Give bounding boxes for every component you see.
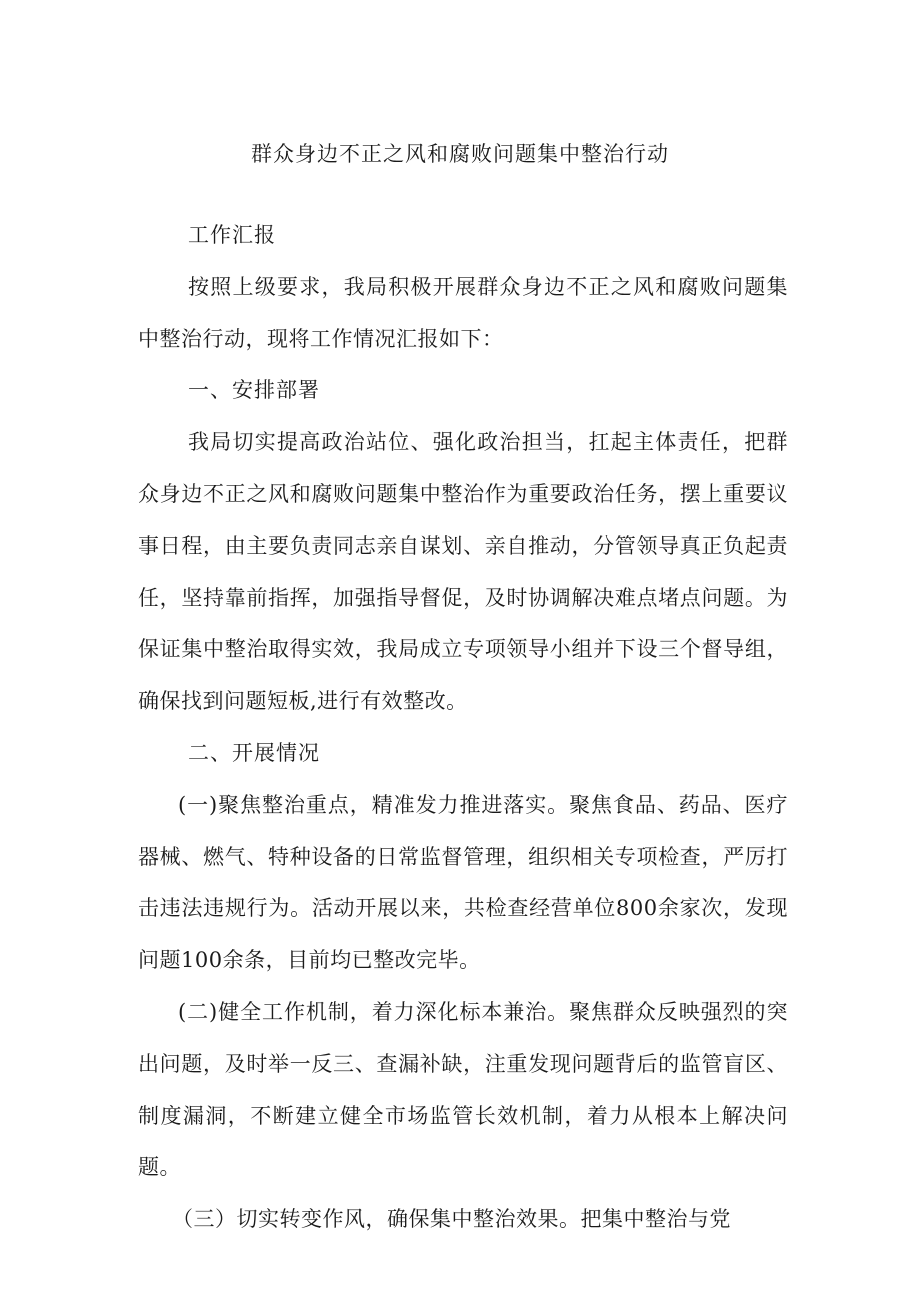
report-label: 工作汇报 (188, 223, 276, 247)
section-heading-progress: 二、开展情况 (188, 740, 320, 765)
document-title: 群众身边不正之风和腐败问题集中整治行动 (251, 142, 669, 166)
intro-paragraph: 按照上级要求，我局积极开展群众身边不正之风和腐败问题集中整治行动，现将工作情况汇报如下： (138, 274, 788, 351)
section-heading-arrangement: 一、安排部署 (188, 378, 320, 403)
arrangement-paragraph: 我局切实提高政治站位、强化政治担当，扛起主体责任，把群众身边不正之风和腐败问题集中整治作为重要政治任务，摆上重要议事日程，由主要负责同志亲自谋划、亲自推动，分管领导真正负起责任，坚持靠前指挥，加强指导督促，及时协调解决难点堵点问题。为保证集中整治取得实效，我局成立专项领导小组并下设三个督导组，确保找到问题短板,进行有效整改。 (138, 430, 788, 714)
document-body (138, 210, 788, 1246)
progress-item-2: (二)健全工作机制，着力深化标本兼治。聚焦群众反映强烈的突出问题，及时举一反三、查漏补缺，注重发现问题背后的监管盲区、制度漏洞，不断建立健全市场监管长效机制，着力从根本上解决问题。 (138, 999, 788, 1180)
progress-item-1: (一)聚焦整治重点，精准发力推进落实。聚焦食品、药品、医疗器械、燃气、特种设备的日常监督管理，组织相关专项检查，严厉打击违法违规行为。活动开展以来，共检查经营单位800余家次，发现问题100余条，目前均已整改完毕。 (138, 792, 788, 973)
progress-item-3: （三）切实转变作风，确保集中整治效果。把集中整治与党 (172, 1207, 731, 1232)
